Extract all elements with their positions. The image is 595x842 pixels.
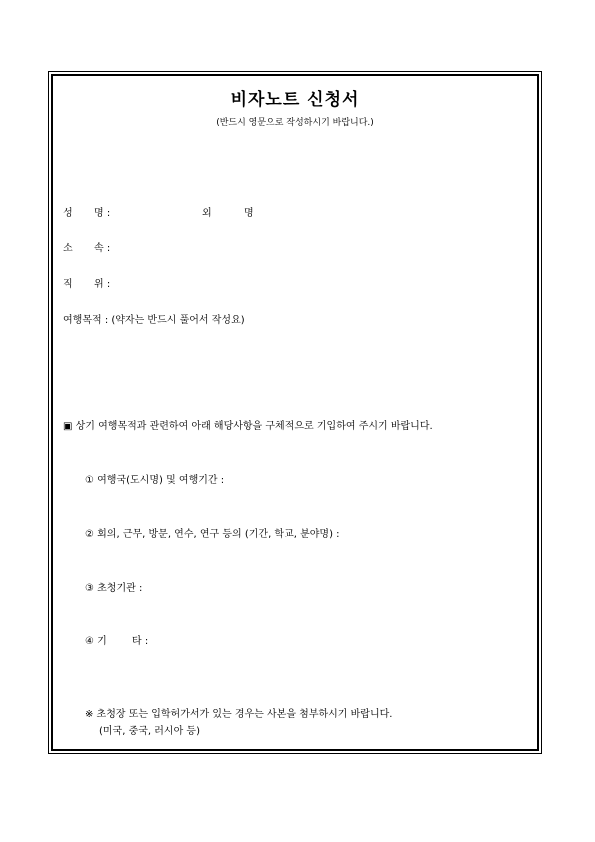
foreign-name-label-char1: 외 [202,208,212,219]
travel-purpose-label: 여행목적 : (약자는 반드시 풀어서 작성요) [63,315,245,326]
affiliation-label-char2: 속 : [94,243,111,254]
form-frame-inner [51,74,539,751]
foreign-name-label-char2: 명 [244,208,254,219]
position-label-char1: 직 [63,279,73,290]
form-title: 비자노트 신청서 [230,90,360,110]
item-other-label-part1: ④ 기 [85,636,107,647]
name-label-char1: 성 [63,208,73,219]
footnote-line2: (미국, 중국, 러시아 등) [99,726,200,737]
name-label-char2: 명 : [94,208,111,219]
form-subtitle: (반드시 영문으로 작성하시기 바랍니다.) [216,118,374,128]
position-label-char2: 위 : [94,279,111,290]
notice-text: ▣ 상기 여행목적과 관련하여 아래 해당사항을 구체적으로 기입하여 주시기 바랍니다. [63,421,433,432]
footnote-line1: ※ 초청장 또는 입학허가서가 있는 경우는 사본을 첨부하시기 바랍니다. [85,709,393,720]
item-inviting-organization: ③ 초청기관 : [85,583,143,594]
affiliation-label-char1: 소 [63,243,73,254]
item-other-label-part2: 타 : [132,636,149,647]
item-activity-details: ② 회의, 근무, 방문, 연수, 연구 등의 (기간, 학교, 분야명) : [85,529,340,540]
item-destination-period: ① 여행국(도시명) 및 여행기간 : [85,475,225,486]
